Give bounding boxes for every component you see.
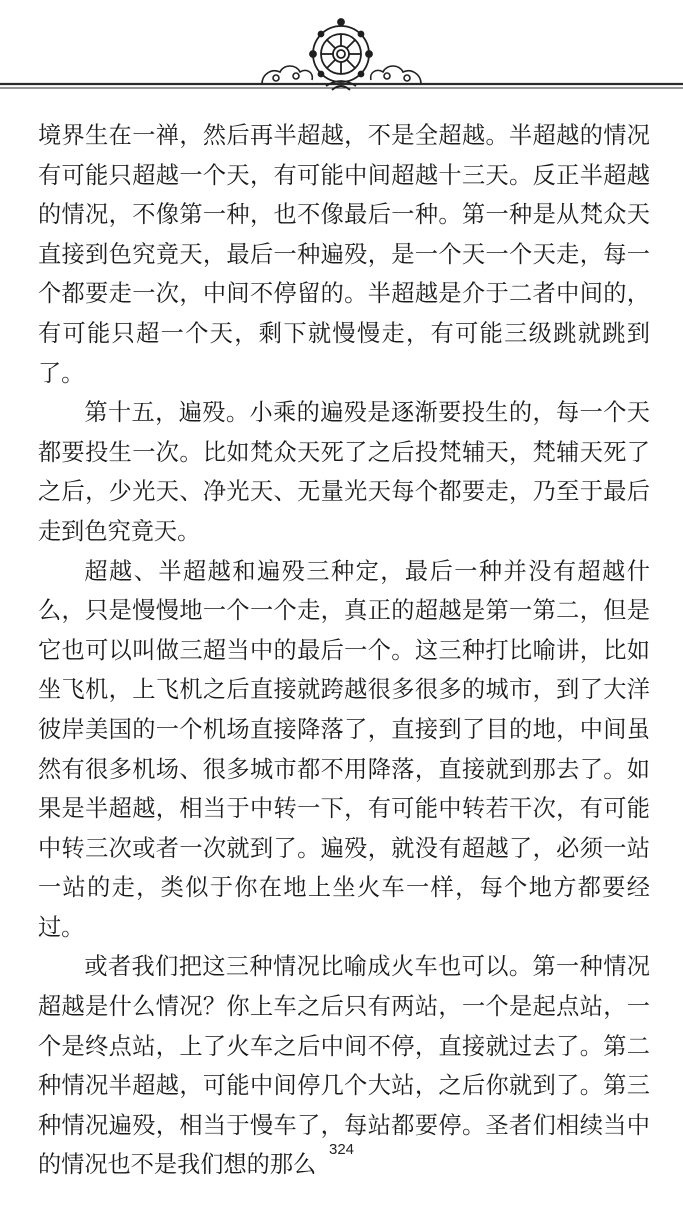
dharma-wheel-icon [310, 19, 372, 90]
paragraph: 或者我们把这三种情况比喻成火车也可以。第一种情况超越是什么情况？你上车之后只有两站，一个是起点站，一个是终点站，上了火车之后中间不停，直接就过去了。第二种情况半超越，可能中间停几个大站，之后你就到了。第三种情况遍殁，相当于慢车了，每站都要停。圣者们相续当中的情况也不是我们想的那么 [38, 953, 650, 1179]
cloud-scroll-left-icon [262, 66, 312, 84]
page-header [0, 0, 683, 110]
cloud-scroll-right-icon [371, 66, 421, 84]
paragraph: 第十五，遍殁。小乘的遍殁是逐渐要投生的，每一个天都要投生一次。比如梵众天死了之后投梵辅天，梵辅天死了之后，少光天、净光天、无量光天每个都要走，乃至于最后走到色究竟天。 [38, 399, 650, 545]
header-ornament [0, 0, 683, 110]
body-text [38, 116, 650, 1185]
page-number: 324 [328, 1141, 355, 1158]
paragraph: 境界生在一禅，然后再半超越，不是全超越。半超越的情况有可能只超越一个天，有可能中间超越十三天。反正半超越的情况，不像第一种，也不像最后一种。第一种是从梵众天直接到色究竟天，最后一种遍殁，是一个天一个天走，每一个都要走一次，中间不停留的。半超越是介于二者中间的，有可能只超一个天，剩下就慢慢走，有可能三级跳就跳到了。 [38, 122, 650, 387]
paragraph: 超越、半超越和遍殁三种定，最后一种并没有超越什么，只是慢慢地一个一个走，真正的超越是第一第二，但是它也可以叫做三超当中的最后一个。这三种打比喻讲，比如坐飞机，上飞机之后直接就跨越很多很多的城市，到了大洋彼岸美国的一个机场直接降落了，直接到了目的地，中间虽然有很多机场、很多城市都不用降落，直接就到那去了。如果是半超越，相当于中转一下，有可能中转若干次，有可能中转三次或者一次就到了。遍殁，就没有超越了，必须一站一站的走，类似于你在地上坐火车一样，每个地方都要经过。 [38, 557, 650, 941]
